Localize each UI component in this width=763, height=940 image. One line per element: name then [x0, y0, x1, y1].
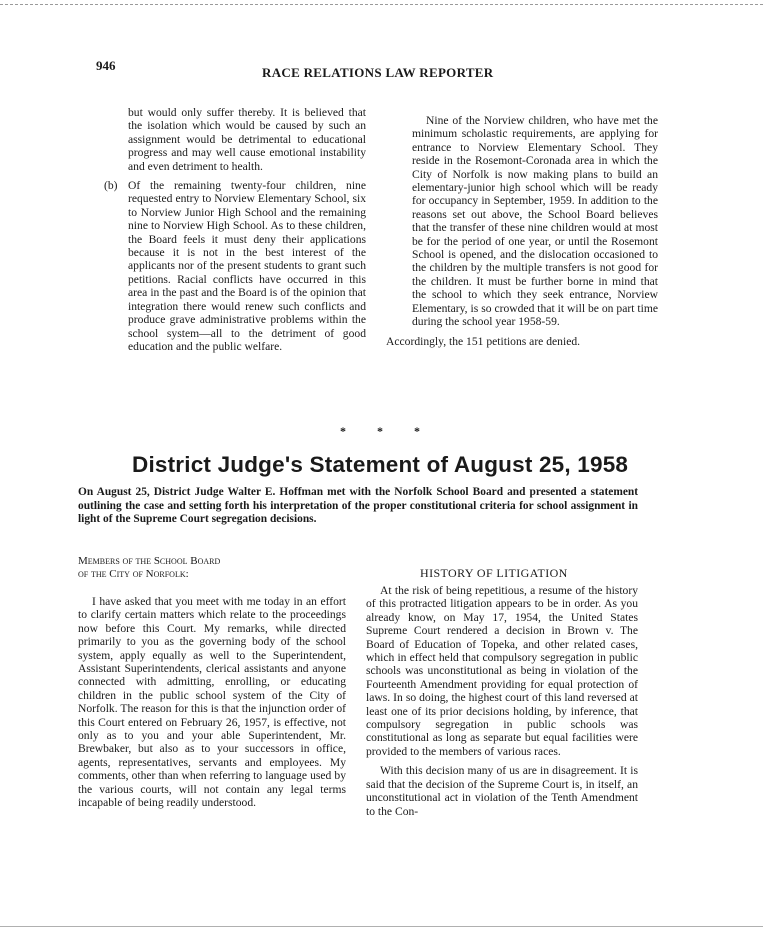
top-scan-border [0, 4, 763, 5]
salutation-line-1: Members of the School Board [78, 555, 221, 567]
running-head: RACE RELATIONS LAW REPORTER [262, 65, 494, 80]
paragraph: At the risk of being repetitious, a resume of the history of this protracted litigation appears to be in order. As you already know, on May 17, 1954, the United States Supreme Court rendered a decision in Brown v. The Board of Education of Topeka, and other related cases, which in effect held that compulsory segregation in public schools was unconstitutional as being in violation of the Fourteenth Amendment providing for equal protection of laws. In so doing, the highest court of this land reversed at least one of its prior decisions holding, by inference, that compulsory segregation in public schools was constitutional as long as separate but equal facilities were provided to the members of various races. [366, 584, 638, 758]
bottom-scan-border [0, 926, 763, 927]
list-item-b [104, 179, 366, 353]
list-item-label: (b) [104, 179, 118, 193]
paragraph: Nine of the Norview children, who have met the minimum scholastic requirements, are applying for entrance to Norview Elementary School. They reside in the Rosemont-Coronada area in which the City of Norfolk is now making plans to build an elementary-junior high school which will be ready for occupancy in September, 1959. In addition to the reasons set out above, the School Board believes that the transfer of these nine children would at most be for the period of one year, or until the Rosemont School is opened, and the dislocation occasioned to the children by the multiple transfers is not good for the children. It must be further borne in mind that the school to which they seek entrance, Norview Elementary, is so crowded that it will be on part time during the school year 1958-59. [412, 114, 658, 329]
section-separator: * * * [340, 424, 434, 438]
lower-left-column [78, 595, 346, 810]
paragraph: I have asked that you meet with me today in an effort to clarify certain matters which relate to the proceedings now before this Court. My remarks, while directed primarily to you as the governing body of the school system, apply equally as well to the Superintendent, Assistant Superintendents, clerical assistants and anyone connected with admitting, enrolling, or educating children in the public school system of the City of Norfolk. The reason for this is that the injunction order of this Court entered on February 26, 1957, is effective, not only as to you and your able Superintendent, Mr. Brewbaker, but also as to your successors in office, agents, representatives, servants and employees. My comments, other than when referring to language used by the various courts, will not contain any legal terms incapable of being readily understood. [78, 595, 346, 810]
upper-right-column [386, 114, 658, 348]
list-item-text: Of the remaining twenty-four children, nine requested entry to Norview Elementary School, six to Norview Junior High School and the remaining nine to Norview High School. As to these children, the Board feels it must deny their applications because it is not in the best interest of the applicants nor of the present students to grant such petitions. Racial conflicts have occurred in this area in the past and the Board is of the opinion that integration there would renew such conflicts and produce grave administrative problems within the school system—all to the detriment of good education and the public welfare. [128, 179, 366, 353]
continued-paragraph: but would only suffer thereby. It is believed that the isolation which would be caused by such an assignment would be detrimental to educational progress and may well cause emotional instability and even detriment to health. [128, 106, 366, 173]
page-number: 946 [96, 58, 116, 73]
paragraph: With this decision many of us are in disagreement. It is said that the decision of the Supreme Court is, in itself, an unconstitutional act in violation of the Tenth Amendment to the Con- [366, 764, 638, 818]
subsection-heading: HISTORY OF LITIGATION [420, 566, 568, 580]
section-title: District Judge's Statement of August 25, 1958 [132, 452, 629, 477]
salutation [78, 555, 338, 581]
lower-right-column [366, 584, 638, 818]
salutation-line-2: of the City of Norfolk: [78, 568, 189, 580]
section-summary: On August 25, District Judge Walter E. Hoffman met with the Norfolk School Board and presented a statement outlining the case and setting forth his interpretation of the proper constitutional criteria for school assignment in light of the Supreme Court segregation decisions. [78, 486, 638, 526]
conclusion-paragraph: Accordingly, the 151 petitions are denied. [386, 334, 581, 348]
upper-left-column [104, 106, 366, 353]
